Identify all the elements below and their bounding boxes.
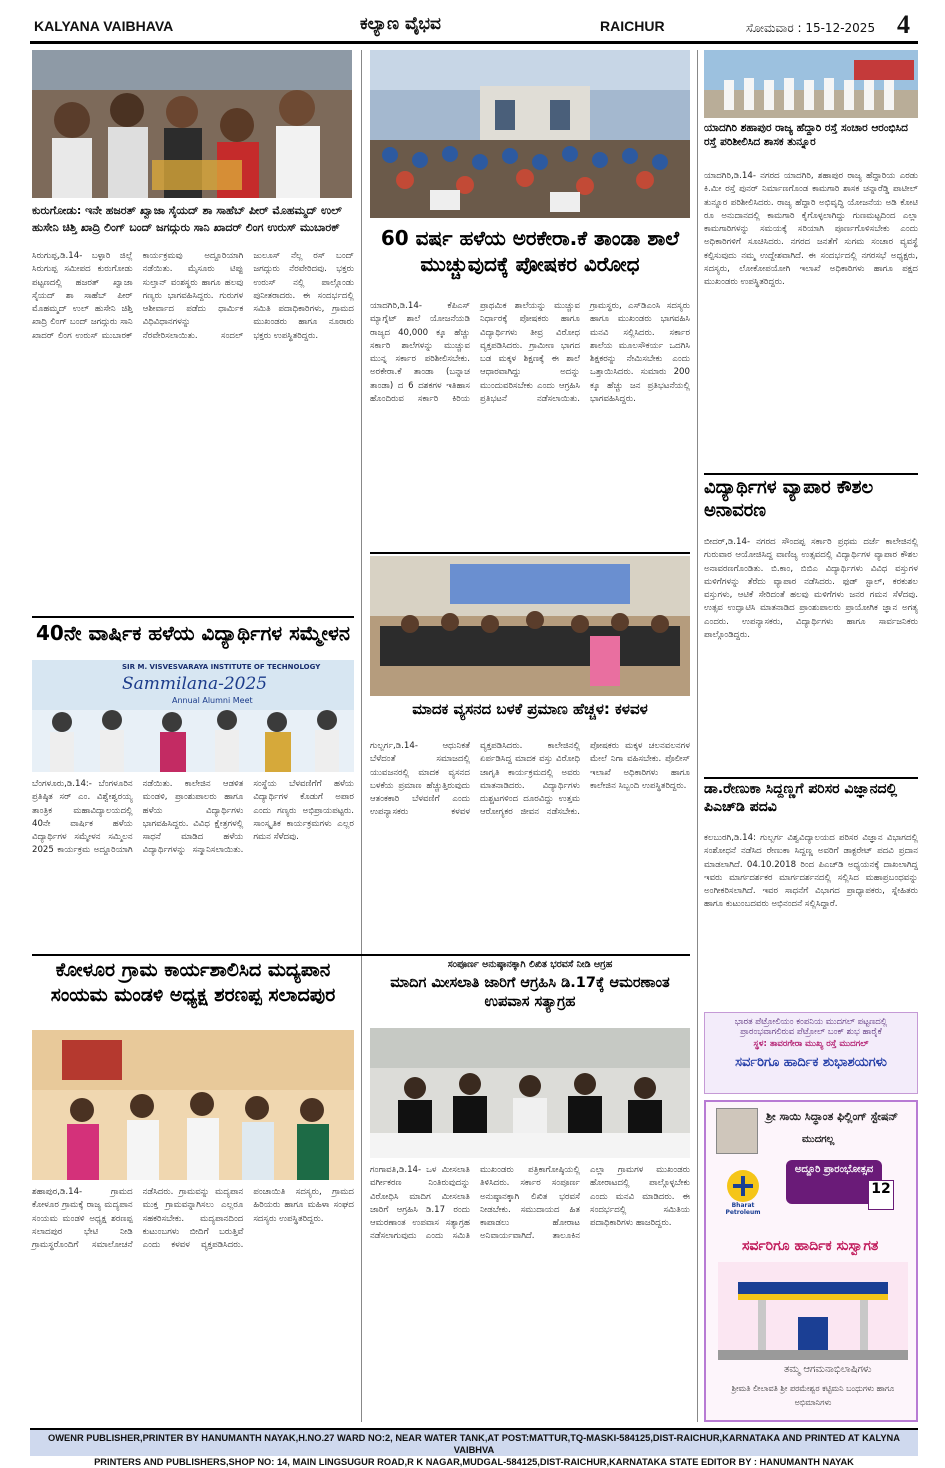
alumni-banner-title: Sammilana-2025	[122, 674, 268, 694]
school-headline: 60 ವರ್ಷ ಹಳೆಯ ಅರಕೇರಾ.ಕೆ ತಾಂಡಾ ಶಾಲೆ ಮುಚ್ಚುವುದಕ್ಕೆ ಪೋಷಕರ ವಿರೋಧ	[380, 226, 680, 276]
section-rule	[704, 777, 918, 779]
owner-portrait	[716, 1108, 758, 1154]
road-inspection-photo	[704, 50, 918, 118]
drugs-body: ಗುಲ್ಬರ್ಗ,ಡಿ.14- ಆಧುನಿಕತೆ ಬೆಳೆದಂತೆ ಸಮಾಜದಲ್ಲಿ ಯುವಜನರಲ್ಲಿ ಮಾದಕ ವ್ಯಸನದ ಬಳಕೆಯ ಪ್ರಮಾಣ ಹೆಚ್ಚುತ್ತಿರುವುದು ಆತಂಕಕಾರಿ ಬೆಳವಣಿಗೆ ಎಂದು ಉಪನ್ಯಾಸಕರು ಕಳವಳ ವ್ಯಕ್ತಪಡಿಸಿದರು. ಕಾಲೇಜಿನಲ್ಲಿ ಏರ್ಪಡಿಸಿದ್ದ ಮಾದಕ ವಸ್ತು ವಿರೋಧಿ ಜಾಗೃತಿ ಕಾರ್ಯಕ್ರಮದಲ್ಲಿ ಅವರು ಮಾತನಾಡಿದರು. ವಿದ್ಯಾರ್ಥಿಗಳು ದುಶ್ಚಟಗಳಿಂದ ದೂರವಿದ್ದು ಉತ್ತಮ ಆರೋಗ್ಯಕರ ಜೀವನ ನಡೆಸಬೇಕು. ಪೋಷಕರು ಮಕ್ಕಳ ಚಲನವಲನಗಳ ಮೇಲೆ ನಿಗಾ ವಹಿಸಬೇಕು. ಪೊಲೀಸ್ ಇಲಾಖೆ ಅಧಿಕಾರಿಗಳು ಹಾಗೂ ಕಾಲೇಜಿನ ಸಿಬ್ಬಂದಿ ಉಪಸ್ಥಿತರಿದ್ದರು.	[370, 741, 690, 818]
station-name: ಶ್ರೀ ಸಾಯಿ ಸಿದ್ಧಾಂತ ಫಿಲ್ಲಿಂಗ್ ಸ್ಟೇಷನ್	[766, 1110, 899, 1123]
paper-name-kannada: ಕಲ್ಯಾಣ ವೈಭವ	[360, 14, 441, 34]
petrol-wish-line1: ಭಾರತ ಪೆಟ್ರೋಲಿಯಂ ಕಂಪನಿಯ ಮುದಗಲ್ ಪಟ್ಟಣದಲ್ಲಿ	[734, 1017, 888, 1027]
kolur-photo	[32, 1030, 354, 1180]
issue-date: ಸೋಮವಾರ : 15-12-2025	[746, 21, 876, 35]
phd-body: ಕಲಬುರಗಿ,ಡಿ.14: ಗುಲ್ಬರ್ಗ ವಿಶ್ವವಿದ್ಯಾಲಯದ ಪರಿಸರ ವಿಜ್ಞಾನ ವಿಭಾಗದಲ್ಲಿ ಸಂಶೋಧನೆ ನಡೆಸಿದ ರೇಣುಕಾ ಸಿದ್ದಣ್ಣ ಅವರಿಗೆ ಡಾಕ್ಟರೇಟ್ ಪದವಿ ಪ್ರದಾನ ಮಾಡಲಾಗಿದೆ. 04.10.2018 ರಿಂದ ಪಿಎಚ್‌ಡಿ ಅಧ್ಯಯನಕ್ಕೆ ದಾಖಲಾಗಿದ್ದ ಇವರು ಮಾರ್ಗದರ್ಶಕರ ಮಾರ್ಗದರ್ಶನದಲ್ಲಿ ಸಲ್ಲಿಸಿದ ಮಹಾಪ್ರಬಂಧವನ್ನು ಅಂಗೀಕರಿಸಲಾಗಿದೆ. ಇವರ ಸಾಧನೆಗೆ ವಿಭಾಗದ ಪ್ರಾಧ್ಯಾಪಕರು, ಸ್ನೇಹಿತರು ಹಾಗೂ ಕುಟುಂಬದವರು ಅಭಿನಂದನೆ ಸಲ್ಲಿಸಿದ್ದಾರೆ.	[704, 833, 918, 910]
imprint-line-1: OWENR PUBLISHER,PRINTER BY HANUMANTH NAYAK,H.NO.27 WARD NO:2, NEAR WATER TANK,AT POST:MATTUR,TQ-MASKI-584125,DIST-RAICHUR,KARNATAKA AND PRINTED AT KALYNA VAIBHVA	[48, 1433, 900, 1455]
column-rule	[697, 50, 698, 1422]
petrol-wish-ad	[704, 1012, 918, 1094]
station-town: ಮುದಗಲ್ಲ	[802, 1134, 835, 1145]
alumni-headline: 40ನೇ ವಾರ್ಷಿಕ ಹಳೆಯ ವಿದ್ಯಾರ್ಥಿಗಳ ಸಮ್ಮೇಳನ	[35, 621, 351, 645]
skills-headline: ವಿದ್ಯಾರ್ಥಿಗಳ ವ್ಯಾಪಾರ ಕೌಶಲ ಅನಾವರಣ	[704, 477, 874, 522]
edition-city: RAICHUR	[600, 18, 665, 34]
madiga-headline: ಮಾದಿಗ ಮೀಸಲಾತಿ ಜಾರಿಗೆ ಆಗ್ರಹಿಸಿ ಡಿ.17ಕ್ಕೆ ಆಮರಣಾಂತ ಉಪವಾಸ ಸತ್ಯಾಗ್ರಹ	[390, 975, 670, 1010]
column-rule	[361, 50, 362, 1422]
urs-photo	[32, 50, 352, 198]
greeting-text: ತಮ್ಮ ಆಗಮನಾಭಿಲಾಷಿಗಳು	[784, 1364, 872, 1375]
grand-opening-banner: ಅದ್ದೂರಿ ಪ್ರಾರಂಭೋತ್ಸವ	[786, 1160, 882, 1204]
petrol-wish-place: ಸ್ಥಳ: ತಾವರಗೇರಾ ಮುಖ್ಯ ರಸ್ತೆ ಮುದಗಲ್	[753, 1039, 869, 1049]
section-rule	[370, 552, 690, 554]
welcome-text: ಸರ್ವರಿಗೂ ಹಾರ್ದಿಕ ಸುಸ್ವಾಗತ	[742, 1238, 879, 1254]
host-names: ಶ್ರೀಮತಿ ಲೀಲಾವತಿ ಶ್ರೀ ಪರಮೇಶ್ವರ ಕಟ್ಟಿಮನಿ ಬಂಧುಗಳು ಹಾಗೂ ಅಭಿಮಾನಿಗಳು	[731, 1384, 895, 1407]
alumni-body: ಬೆಂಗಳೂರು,ಡಿ.14:- ಬೆಂಗಳೂರಿನ ಪ್ರತಿಷ್ಠಿತ ಸರ್ ಎಂ. ವಿಶ್ವೇಶ್ವರಯ್ಯ ತಾಂತ್ರಿಕ ಮಹಾವಿದ್ಯಾಲಯದಲ್ಲಿ 40ನೇ ವಾರ್ಷಿಕ ಹಳೆಯ ವಿದ್ಯಾರ್ಥಿಗಳ ಸಮ್ಮೇಳನ ಸಮ್ಮಿಲನ 2025 ಕಾರ್ಯಕ್ರಮ ಅದ್ದೂರಿಯಾಗಿ ನಡೆಯಿತು. ಕಾಲೇಜಿನ ಆಡಳಿತ ಮಂಡಳಿ, ಪ್ರಾಂಶುಪಾಲರು ಹಾಗೂ ಹಳೆಯ ವಿದ್ಯಾರ್ಥಿಗಳು ಭಾಗವಹಿಸಿದ್ದರು. ವಿವಿಧ ಕ್ಷೇತ್ರಗಳಲ್ಲಿ ಸಾಧನೆ ಮಾಡಿದ ಹಳೆಯ ವಿದ್ಯಾರ್ಥಿಗಳನ್ನು ಸನ್ಮಾನಿಸಲಾಯಿತು. ಸಂಸ್ಥೆಯ ಬೆಳವಣಿಗೆಗೆ ಹಳೆಯ ವಿದ್ಯಾರ್ಥಿಗಳ ಕೊಡುಗೆ ಅಪಾರ ಎಂದು ಗಣ್ಯರು ಅಭಿಪ್ರಾಯಪಟ್ಟರು. ಸಾಂಸ್ಕೃತಿಕ ಕಾರ್ಯಕ್ರಮಗಳು ಎಲ್ಲರ ಗಮನ ಸೆಳೆದವು.	[32, 779, 354, 856]
bharat-petroleum-logo	[720, 1166, 766, 1216]
petrol-wish-line2: ಪ್ರಾರಂಭವಾಗಲಿರುವ ಪೆಟ್ರೋಲ್ ಬಂಕ್ ಶುಭ ಹಾರೈಕೆ	[740, 1027, 882, 1037]
school-protest-photo	[370, 50, 690, 218]
petrol-station-illustration	[718, 1262, 908, 1360]
imprint-line-2: PRINTERS AND PUBLISHERS,SHOP NO: 14, MAIN LINGSUGUR ROAD,R K NAGAR,MUDGAL-584125,DIST-RAICHUR,KARNATAKA STATE EDITOR BY : HANUMANTH NAYAK	[94, 1457, 854, 1467]
section-rule	[32, 954, 690, 956]
kolur-body: ಶಹಾಪುರ,ಡಿ.14- ಗ್ರಾಮದ ಕೋಳೂರ ಗ್ರಾಮಕ್ಕೆ ರಾಜ್ಯ ಮದ್ಯಪಾನ ಸಂಯಮ ಮಂಡಳಿ ಅಧ್ಯಕ್ಷ ಶರಣಪ್ಪ ಸಲಾದಪುರ ಭೇಟಿ ನೀಡಿ ಗ್ರಾಮಸ್ಥರೊಂದಿಗೆ ಸಮಾಲೋಚನೆ ನಡೆಸಿದರು. ಗ್ರಾಮವನ್ನು ಮದ್ಯಪಾನ ಮುಕ್ತ ಗ್ರಾಮವನ್ನಾಗಿಸಲು ಎಲ್ಲರೂ ಸಹಕರಿಸಬೇಕು. ಮದ್ಯಪಾನದಿಂದ ಕುಟುಂಬಗಳು ಬೀದಿಗೆ ಬರುತ್ತಿವೆ ಎಂದು ಕಳವಳ ವ್ಯಕ್ತಪಡಿಸಿದರು. ಪಂಚಾಯಿತಿ ಸದಸ್ಯರು, ಗ್ರಾಮದ ಹಿರಿಯರು ಹಾಗೂ ಮಹಿಳಾ ಸಂಘದ ಸದಸ್ಯರು ಉಪಸ್ಥಿತರಿದ್ದರು.	[32, 1187, 354, 1251]
madiga-kicker: ಸಂಪೂರ್ಣ ಅನುಷ್ಠಾನಕ್ಕಾಗಿ ಲಿಖಿತ ಭರವಸೆ ನೀಡಿ ಆಗ್ರಹ	[447, 959, 613, 970]
drugs-headline: ಮಾದಕ ವ್ಯಸನದ ಬಳಕೆ ಪ್ರಮಾಣ ಹೆಚ್ಚಳ: ಕಳವಳ	[412, 700, 648, 718]
petrol-opening-ad	[704, 1100, 918, 1422]
urs-caption: ಕುರುಗೋಡು: ಇನೇ ಹಜರತ್ ಖ್ವಾಜಾ ಸೈಯದ್ ಶಾ ಸಾಹೆಬ್ ಪೀರ್ ಮೊಹಮ್ಮದ್ ಉಲ್ ಹುಸೇನಿ ಚಿಶ್ತಿ ಖಾದ್ರಿ ಲಿಂಗ್ ಬಂದ್ ಜಗದ್ಗುರು ಸಾನಿ ಖಾದರ್ ಲಿಂಗ ಉರುಸ್ ಮುಬಾರಕ್	[32, 204, 342, 235]
section-rule	[704, 473, 918, 475]
opening-date: 12	[868, 1180, 894, 1210]
page-number: 4	[897, 10, 910, 39]
alumni-photo	[32, 660, 354, 772]
phd-headline: ಡಾ.ರೇಣುಕಾ ಸಿದ್ದಣ್ಣಗೆ ಪರಿಸರ ವಿಜ್ಞಾನದಲ್ಲಿ ಪಿಎಚ್‌ಡಿ ಪದವಿ	[704, 781, 898, 816]
paper-name: KALYANA VAIBHAVA	[34, 18, 174, 34]
skills-body: ಬೀದರ್,ಡಿ.14- ನಗರದ ಸೌಂದಪ್ಪ ಸರ್ಕಾರಿ ಪ್ರಥಮ ದರ್ಜೆ ಕಾಲೇಜಿನಲ್ಲಿ ಗುರುವಾರ ಆಯೋಜಿಸಿದ್ದ ವಾಣಿಜ್ಯ ಉತ್ಸವದಲ್ಲಿ ವಿದ್ಯಾರ್ಥಿಗಳ ವ್ಯಾಪಾರ ಕೌಶಲ ಅನಾವರಣಗೊಂಡಿತು. ಬಿ.ಕಾಂ, ಬಿಬಿಎ ವಿದ್ಯಾರ್ಥಿಗಳು ವಿವಿಧ ವಸ್ತುಗಳ ಮಳಿಗೆಗಳನ್ನು ತೆರೆದು ವ್ಯಾಪಾರ ನಡೆಸಿದರು. ಫುಡ್ ಸ್ಟಾಲ್, ಕರಕುಶಲ ವಸ್ತುಗಳು, ಆಟಿಕೆ ಸೇರಿದಂತೆ ಹಲವು ಮಳಿಗೆಗಳು ಜನರ ಗಮನ ಸೆಳೆದವು. ಉತ್ಸವ ಉದ್ಘಾಟಿಸಿ ಮಾತನಾಡಿದ ಪ್ರಾಂಶುಪಾಲರು ಪ್ರಾಯೋಗಿಕ ಜ್ಞಾನ ಅಗತ್ಯ ಎಂದರು. ಉಪನ್ಯಾಸಕರು, ವಿದ್ಯಾರ್ಥಿಗಳು ಹಾಗೂ ಸಾರ್ವಜನಿಕರು ಪಾಲ್ಗೊಂಡಿದ್ದರು.	[704, 537, 918, 641]
school-body: ಯಾದಗಿರಿ,ಡಿ.14- ಕೆಪಿಎಸ್ ಮ್ಯಾಗ್ನೆಟ್ ಶಾಲೆ ಯೋಜನೆಯಡಿ ರಾಜ್ಯದ 40,000 ಕ್ಕೂ ಹೆಚ್ಚು ಸರ್ಕಾರಿ ಶಾಲೆಗಳನ್ನು ಮುಚ್ಚುವ ಮುನ್ನ ಸರ್ಕಾರ ಪರಿಶೀಲಿಸಬೇಕು. ಅರಕೇರಾ.ಕೆ ತಾಂಡಾ (ಬನ್ನಾಚ ತಾಂಡಾ) ದ 6 ದಶಕಗಳ ಇತಿಹಾಸ ಹೊಂದಿರುವ ಸರ್ಕಾರಿ ಕಿರಿಯ ಪ್ರಾಥಮಿಕ ಶಾಲೆಯನ್ನು ಮುಚ್ಚುವ ನಿರ್ಧಾರಕ್ಕೆ ಪೋಷಕರು ಹಾಗೂ ವಿದ್ಯಾರ್ಥಿಗಳು ತೀವ್ರ ವಿರೋಧ ವ್ಯಕ್ತಪಡಿಸಿದರು. ಗ್ರಾಮೀಣ ಭಾಗದ ಬಡ ಮಕ್ಕಳ ಶಿಕ್ಷಣಕ್ಕೆ ಈ ಶಾಲೆ ಆಧಾರವಾಗಿದ್ದು ಅದನ್ನು ಮುಂದುವರಿಸಬೇಕು ಎಂದು ಆಗ್ರಹಿಸಿ ಪ್ರತಿಭಟನೆ ನಡೆಸಲಾಯಿತು. ಗ್ರಾಮಸ್ಥರು, ಎಸ್‌ಡಿಎಂಸಿ ಸದಸ್ಯರು ಹಾಗೂ ಮುಖಂಡರು ಭಾಗವಹಿಸಿ ಮನವಿ ಸಲ್ಲಿಸಿದರು. ಸರ್ಕಾರ ಶಾಲೆಯ ಮೂಲಸೌಕರ್ಯ ಒದಗಿಸಿ ಶಿಕ್ಷಕರನ್ನು ನೇಮಿಸಬೇಕು ಎಂದು ಒತ್ತಾಯಿಸಿದರು. ಸುಮಾರು 200 ಕ್ಕೂ ಹೆಚ್ಚು ಜನ ಪ್ರತಿಭಟನೆಯಲ್ಲಿ ಭಾಗವಹಿಸಿದ್ದರು.	[370, 301, 690, 405]
alumni-banner-sub: Annual Alumni Meet	[172, 696, 253, 705]
petrol-wish-greeting: ಸರ್ವರಿಗೂ ಹಾರ್ದಿಕ ಶುಭಾಶಯಗಳು	[735, 1055, 887, 1070]
imprint-footer	[30, 1428, 918, 1467]
madiga-press-photo	[370, 1028, 690, 1158]
bharat-petroleum-text: Bharat Petroleum	[725, 1202, 761, 1216]
section-rule	[32, 616, 354, 618]
road-body: ಯಾದಗಿರಿ,ಡಿ.14- ನಗರದ ಯಾದಗಿರಿ, ಶಹಾಪುರ ರಾಜ್ಯ ಹೆದ್ದಾರಿಯ ಎರಡು ಕಿ.ಮೀ ರಸ್ತೆ ಪುನರ್ ನಿರ್ಮಾಣಗೊಂಡ ಕಾಮಗಾರಿ ಶಾಸಕ ಚನ್ನಾರೆಡ್ಡಿ ಪಾಟೀಲ್ ತುನ್ನೂರ ಪರಿಶೀಲಿಸಿದರು. ರಾಜ್ಯ ಹೆದ್ದಾರಿ ಅಭಿವೃದ್ಧಿ ಯೋಜನೆಯ ಅಡಿ ಕೋಟಿ ರೂ ಅನುದಾನದಲ್ಲಿ ಕಾಮಗಾರಿ ಕೈಗೊಳ್ಳಲಾಗಿದ್ದು ಗುಣಮಟ್ಟದಿಂದ ಎಲ್ಲಾ ಕಾಮಗಾರಿಗಳನ್ನು ಸಮಯಕ್ಕೆ ಸರಿಯಾಗಿ ಪೂರ್ಣಗೊಳಿಸಬೇಕು ಎಂದು ಅಧಿಕಾರಿಗಳಿಗೆ ಸೂಚಿಸಿದರು. ನಗರದ ಜನತೆಗೆ ಸುಗಮ ಸಂಚಾರ ವ್ಯವಸ್ಥೆ ಕಲ್ಪಿಸುವುದು ನಮ್ಮ ಉದ್ದೇಶವಾಗಿದೆ. ಈ ಸಂದರ್ಭದಲ್ಲಿ ನಗರಸಭೆ ಅಧ್ಯಕ್ಷರು, ಸದಸ್ಯರು, ಲೋಕೋಪಯೋಗಿ ಇಲಾಖೆ ಅಧಿಕಾರಿಗಳು ಹಾಗೂ ಪಕ್ಷದ ಮುಖಂಡರು ಉಪಸ್ಥಿತರಿದ್ದರು.	[704, 171, 918, 288]
urs-body: ಸಿರುಗುಪ್ಪ,ಡಿ.14- ಬಳ್ಳಾರಿ ಜಿಲ್ಲೆ ಸಿರುಗುಪ್ಪ ಸಮೀಪದ ಕುರುಗೋಡು ಪಟ್ಟಣದಲ್ಲಿ ಹಜರತ್ ಖ್ವಾಜಾ ಸೈಯದ್ ಶಾ ಸಾಹೆಬ್ ಪೀರ್ ಮೊಹಮ್ಮದ್ ಉಲ್ ಹುಸೇನಿ ಚಿಶ್ತಿ ಖಾದ್ರಿ ಲಿಂಗ್ ಬಂದ್ ಜಗದ್ಗುರು ಸಾನಿ ಖಾದರ್ ಲಿಂಗ ಉರುಸ್ ಮುಬಾರಕ್ ಕಾರ್ಯಕ್ರಮವು ಅದ್ದೂರಿಯಾಗಿ ನಡೆಯಿತು. ಮೈಸೂರು ಟಿಪ್ಪು ಸುಲ್ತಾನ್ ವಂಶಸ್ಥರು ಹಾಗೂ ಹಲವು ಗಣ್ಯರು ಭಾಗವಹಿಸಿದ್ದರು. ಗುರುಗಳ ಆಶೀರ್ವಾದ ಪಡೆದು ಧಾರ್ಮಿಕ ವಿಧಿವಿಧಾನಗಳನ್ನು ನೆರವೇರಿಸಲಾಯಿತು. ಸಂದಲ್ ಜುಲೂಸ್ ನೆಲ್ಲ ರಸ್ ಬಂದ್ ಜಗದ್ಗುರು ನೆರವೇರಿದವು. ಭಕ್ತರು ಉರುಸ್ ನಲ್ಲಿ ಪಾಲ್ಗೊಂಡು ಪುನೀತರಾದರು. ಈ ಸಂದರ್ಭದಲ್ಲಿ ಸಮಿತಿ ಪದಾಧಿಕಾರಿಗಳು, ಗ್ರಾಮದ ಮುಖಂಡರು ಹಾಗೂ ನೂರಾರು ಭಕ್ತರು ಉಪಸ್ಥಿತರಿದ್ದರು.	[32, 251, 354, 341]
madiga-body: ಗಂಗಾವತಿ,ಡಿ.14- ಒಳ ಮೀಸಲಾತಿ ವರ್ಗೀಕರಣ ನಿಂತಿರುವುದನ್ನು ವಿರೋಧಿಸಿ ಮಾದಿಗ ಮೀಸಲಾತಿ ಜಾರಿಗೆ ಆಗ್ರಹಿಸಿ ಡಿ.17 ರಂದು ಆಮರಣಾಂತ ಉಪವಾಸ ಸತ್ಯಾಗ್ರಹ ನಡೆಸಲಾಗುವುದು ಎಂದು ಸಮಿತಿ ಮುಖಂಡರು ಪತ್ರಿಕಾಗೋಷ್ಠಿಯಲ್ಲಿ ತಿಳಿಸಿದರು. ಸರ್ಕಾರ ಸಂಪೂರ್ಣ ಅನುಷ್ಠಾನಕ್ಕಾಗಿ ಲಿಖಿತ ಭರವಸೆ ನೀಡಬೇಕು. ಸಮುದಾಯದ ಹಿತ ಕಾಪಾಡಲು ಹೋರಾಟ ಅನಿವಾರ್ಯವಾಗಿದೆ. ತಾಲೂಕಿನ ಎಲ್ಲಾ ಗ್ರಾಮಗಳ ಮುಖಂಡರು ಹೋರಾಟದಲ್ಲಿ ಪಾಲ್ಗೊಳ್ಳಬೇಕು ಎಂದು ಮನವಿ ಮಾಡಿದರು. ಈ ಸಂದರ್ಭದಲ್ಲಿ ಸಮಿತಿಯ ಪದಾಧಿಕಾರಿಗಳು ಹಾಜರಿದ್ದರು.	[370, 1165, 690, 1242]
alumni-banner-institute: SIR M. VISVESVARAYA INSTITUTE OF TECHNOLOGY	[122, 663, 321, 671]
masthead	[30, 8, 918, 44]
kolur-headline: ಕೋಳೂರ ಗ್ರಾಮ ಕಾರ್ಯಶಾಲಿಸಿದ ಮದ್ಯಪಾನ ಸಂಯಮ ಮಂಡಳಿ ಅಧ್ಯಕ್ಷ ಶರಣಪ್ಪ ಸಲಾದಪುರ	[50, 959, 336, 1006]
drug-awareness-photo	[370, 556, 690, 696]
road-headline: ಯಾದಗಿರಿ ಶಹಾಪುರ ರಾಜ್ಯ ಹೆದ್ದಾರಿ ರಸ್ತೆ ಸಂಚಾರ ಆರಂಭಿಸಿದ ರಸ್ತೆ ಪರಿಶೀಲಿಸಿದ ಶಾಸಕ ತುನ್ನೂರ	[704, 122, 908, 148]
